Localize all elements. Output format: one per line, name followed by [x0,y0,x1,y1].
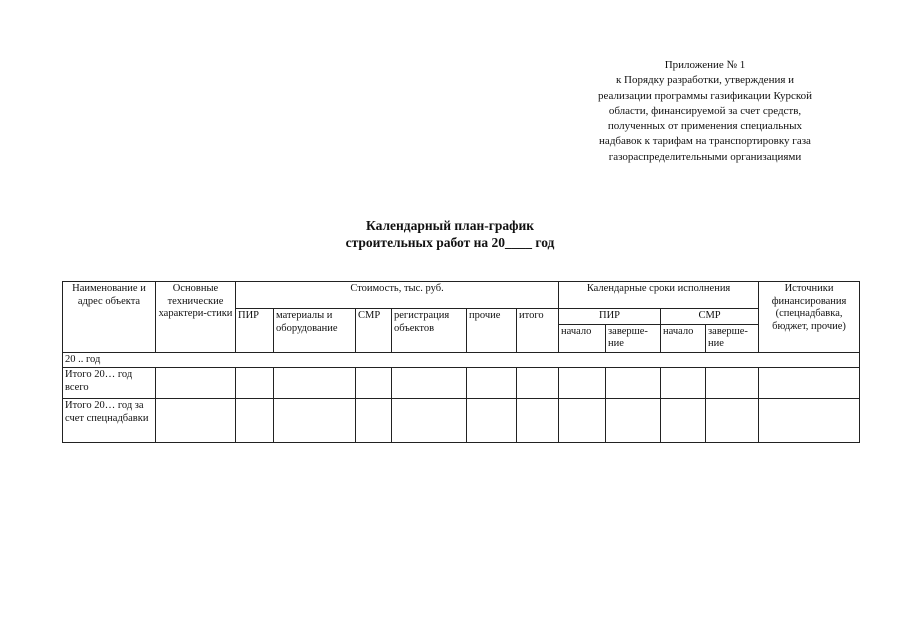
table-cell [606,368,661,399]
table-cell [356,399,392,443]
header-end-pir: заверше-ние [606,324,661,352]
header-specs: Основные технические характери-стики [156,282,236,353]
row-total-label: Итого 20… год всего [63,368,156,399]
table-cell [606,399,661,443]
schedule-table [62,281,860,443]
table-cell [156,399,236,443]
header-cost: Стоимость, тыс. руб. [236,282,559,309]
header-cost-registration: регистрация объектов [392,309,467,353]
table-cell [759,368,860,399]
header-name: Наименование и адрес объекта [63,282,156,353]
table-cell [517,399,559,443]
header-start-pir: начало [559,324,606,352]
title-line-1: Календарный план-график [365,218,535,233]
table-cell [156,368,236,399]
appendix-line: газораспределительными организациями [608,150,802,163]
appendix-header [560,58,850,165]
table-cell [559,399,606,443]
header-dates: Календарные сроки исполнения [559,282,759,309]
table-cell [759,399,860,443]
table-cell [392,368,467,399]
table-cell [661,368,706,399]
table-cell [517,368,559,399]
table-cell [706,368,759,399]
table-cell [467,399,517,443]
appendix-line: надбавок к тарифам на транспортировку газа [599,135,811,148]
row-year: 20 .. год [63,352,860,368]
title-line-2: строительных работ на 20____ год [345,235,555,250]
header-sources: Источники финансирования (спецнадбавка, бюджет, прочие) [759,282,860,353]
appendix-line: реализации программы газификации Курской [597,89,813,102]
row-total-special-label: Итого 20… год за счет спецнадбавки [63,399,156,443]
header-end-smr: заверше-ние [706,324,759,352]
table-cell [559,368,606,399]
header-start-smr: начало [661,324,706,352]
appendix-line: полученных от применения специальных [607,120,803,133]
table-cell [467,368,517,399]
header-cost-smr: СМР [356,309,392,353]
table-cell [236,399,274,443]
table-cell [274,399,356,443]
document-title [250,217,650,251]
table-cell [356,368,392,399]
header-dates-smr: СМР [661,309,759,325]
header-dates-pir: ПИР [559,309,661,325]
table-cell [706,399,759,443]
header-cost-total: итого [517,309,559,353]
appendix-line: к Порядку разработки, утверждения и [615,74,795,87]
header-cost-materials: материалы и оборудование [274,309,356,353]
header-cost-other: прочие [467,309,517,353]
header-cost-pir: ПИР [236,309,274,353]
table-cell [392,399,467,443]
appendix-line: области, финансируемой за счет средств, [608,104,802,117]
table-cell [661,399,706,443]
appendix-line: Приложение № 1 [664,59,746,71]
table-cell [274,368,356,399]
table-cell [236,368,274,399]
